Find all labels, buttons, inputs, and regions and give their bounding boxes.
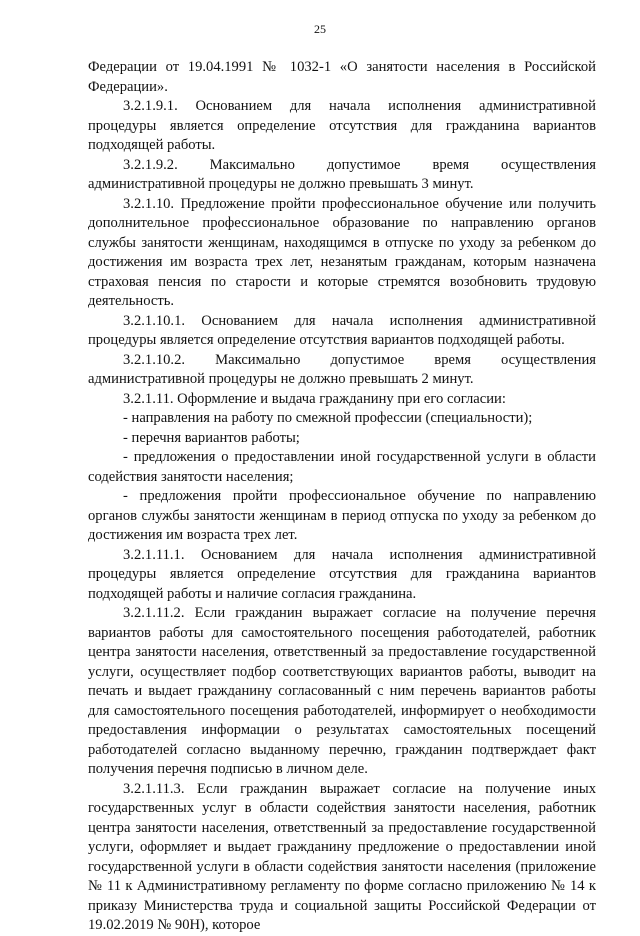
paragraph: Федерации от 19.04.1991 № 1032-1 «О занятости населения в Российской Федерации».	[88, 59, 596, 95]
paragraph: 3.2.1.10. Предложение пройти профессиональное обучение или получить дополнительное профессиональное образование по направлению органов службы занятости женщинам, находящимся в отпуске по уходу за ребенком до достижения им возраста трех лет, незанятым гражданам, которым назначена страховая пенсия по старости и которые стремятся возобновить трудовую деятельность.	[88, 195, 596, 309]
paragraph: 3.2.1.11. Оформление и выдача гражданину при его согласии:	[123, 390, 506, 407]
paragraph: 3.2.1.9.1. Основанием для начала исполнения административной процедуры является определение отсутствия для гражданина вариантов подходящей работы.	[88, 98, 596, 153]
paragraph: - направления на работу по смежной профессии (специальности);	[123, 410, 533, 426]
paragraph: 3.2.1.11.3. Если гражданин выражает согласие на получение иных государственных услуг в области содействия занятости населения, работник центра занятости населения, ответственный за предоставление государственной услуги, оформляет и выдает гражданину предложение о предоставлении иной государственной услуги в области содействия занятости населения (приложение № 11 к Административному регламенту по форме согласно приложению № 14 к приказу Министерства труда и социальной защиты Российской Федерации от 19.02.2019 № 90Н), которое	[88, 780, 596, 933]
page-number: 25	[314, 22, 326, 36]
paragraph: 3.2.1.11.2. Если гражданин выражает согласие на получение перечня вариантов работы для самостоятельного посещения работодателей, работник центра занятости населения, ответственный за предоставление государственной услуги, осуществляет подбор соответствующих вариантов работы, выводит на печать и выдает гражданину согласованный с ним перечень вариантов работы для самостоятельного посещения работодателей, информирует о необходимости предоставления информации о результатах самостоятельных посещений работодателей согласно выданному перечню, гражданин подтверждает факт получения перечня подписью в личном деле.	[88, 605, 596, 777]
paragraph: - предложения о предоставлении иной государственной услуги в области содействия занятости населения;	[88, 449, 596, 485]
paragraph: - перечня вариантов работы;	[123, 429, 300, 446]
paragraph: 3.2.1.10.2. Максимально допустимое время осуществления административной процедуры не должно превышать 2 минут.	[88, 351, 596, 387]
paragraph: 3.2.1.10.1. Основанием для начала исполнения административной процедуры является определение отсутствия вариантов подходящей работы.	[88, 312, 596, 348]
paragraph: 3.2.1.9.2. Максимально допустимое время осуществления административной процедуры не должно превышать 3 минут.	[88, 156, 596, 192]
paragraph: - предложения пройти профессиональное обучение по направлению органов службы занятости женщинам в период отпуска по уходу за ребенком до достижения им возраста трех лет.	[88, 488, 596, 543]
paragraph: 3.2.1.11.1. Основанием для начала исполнения административной процедуры является определение отсутствия для гражданина вариантов подходящей работы и наличие согласия гражданина.	[88, 546, 596, 602]
document-body	[88, 58, 596, 936]
